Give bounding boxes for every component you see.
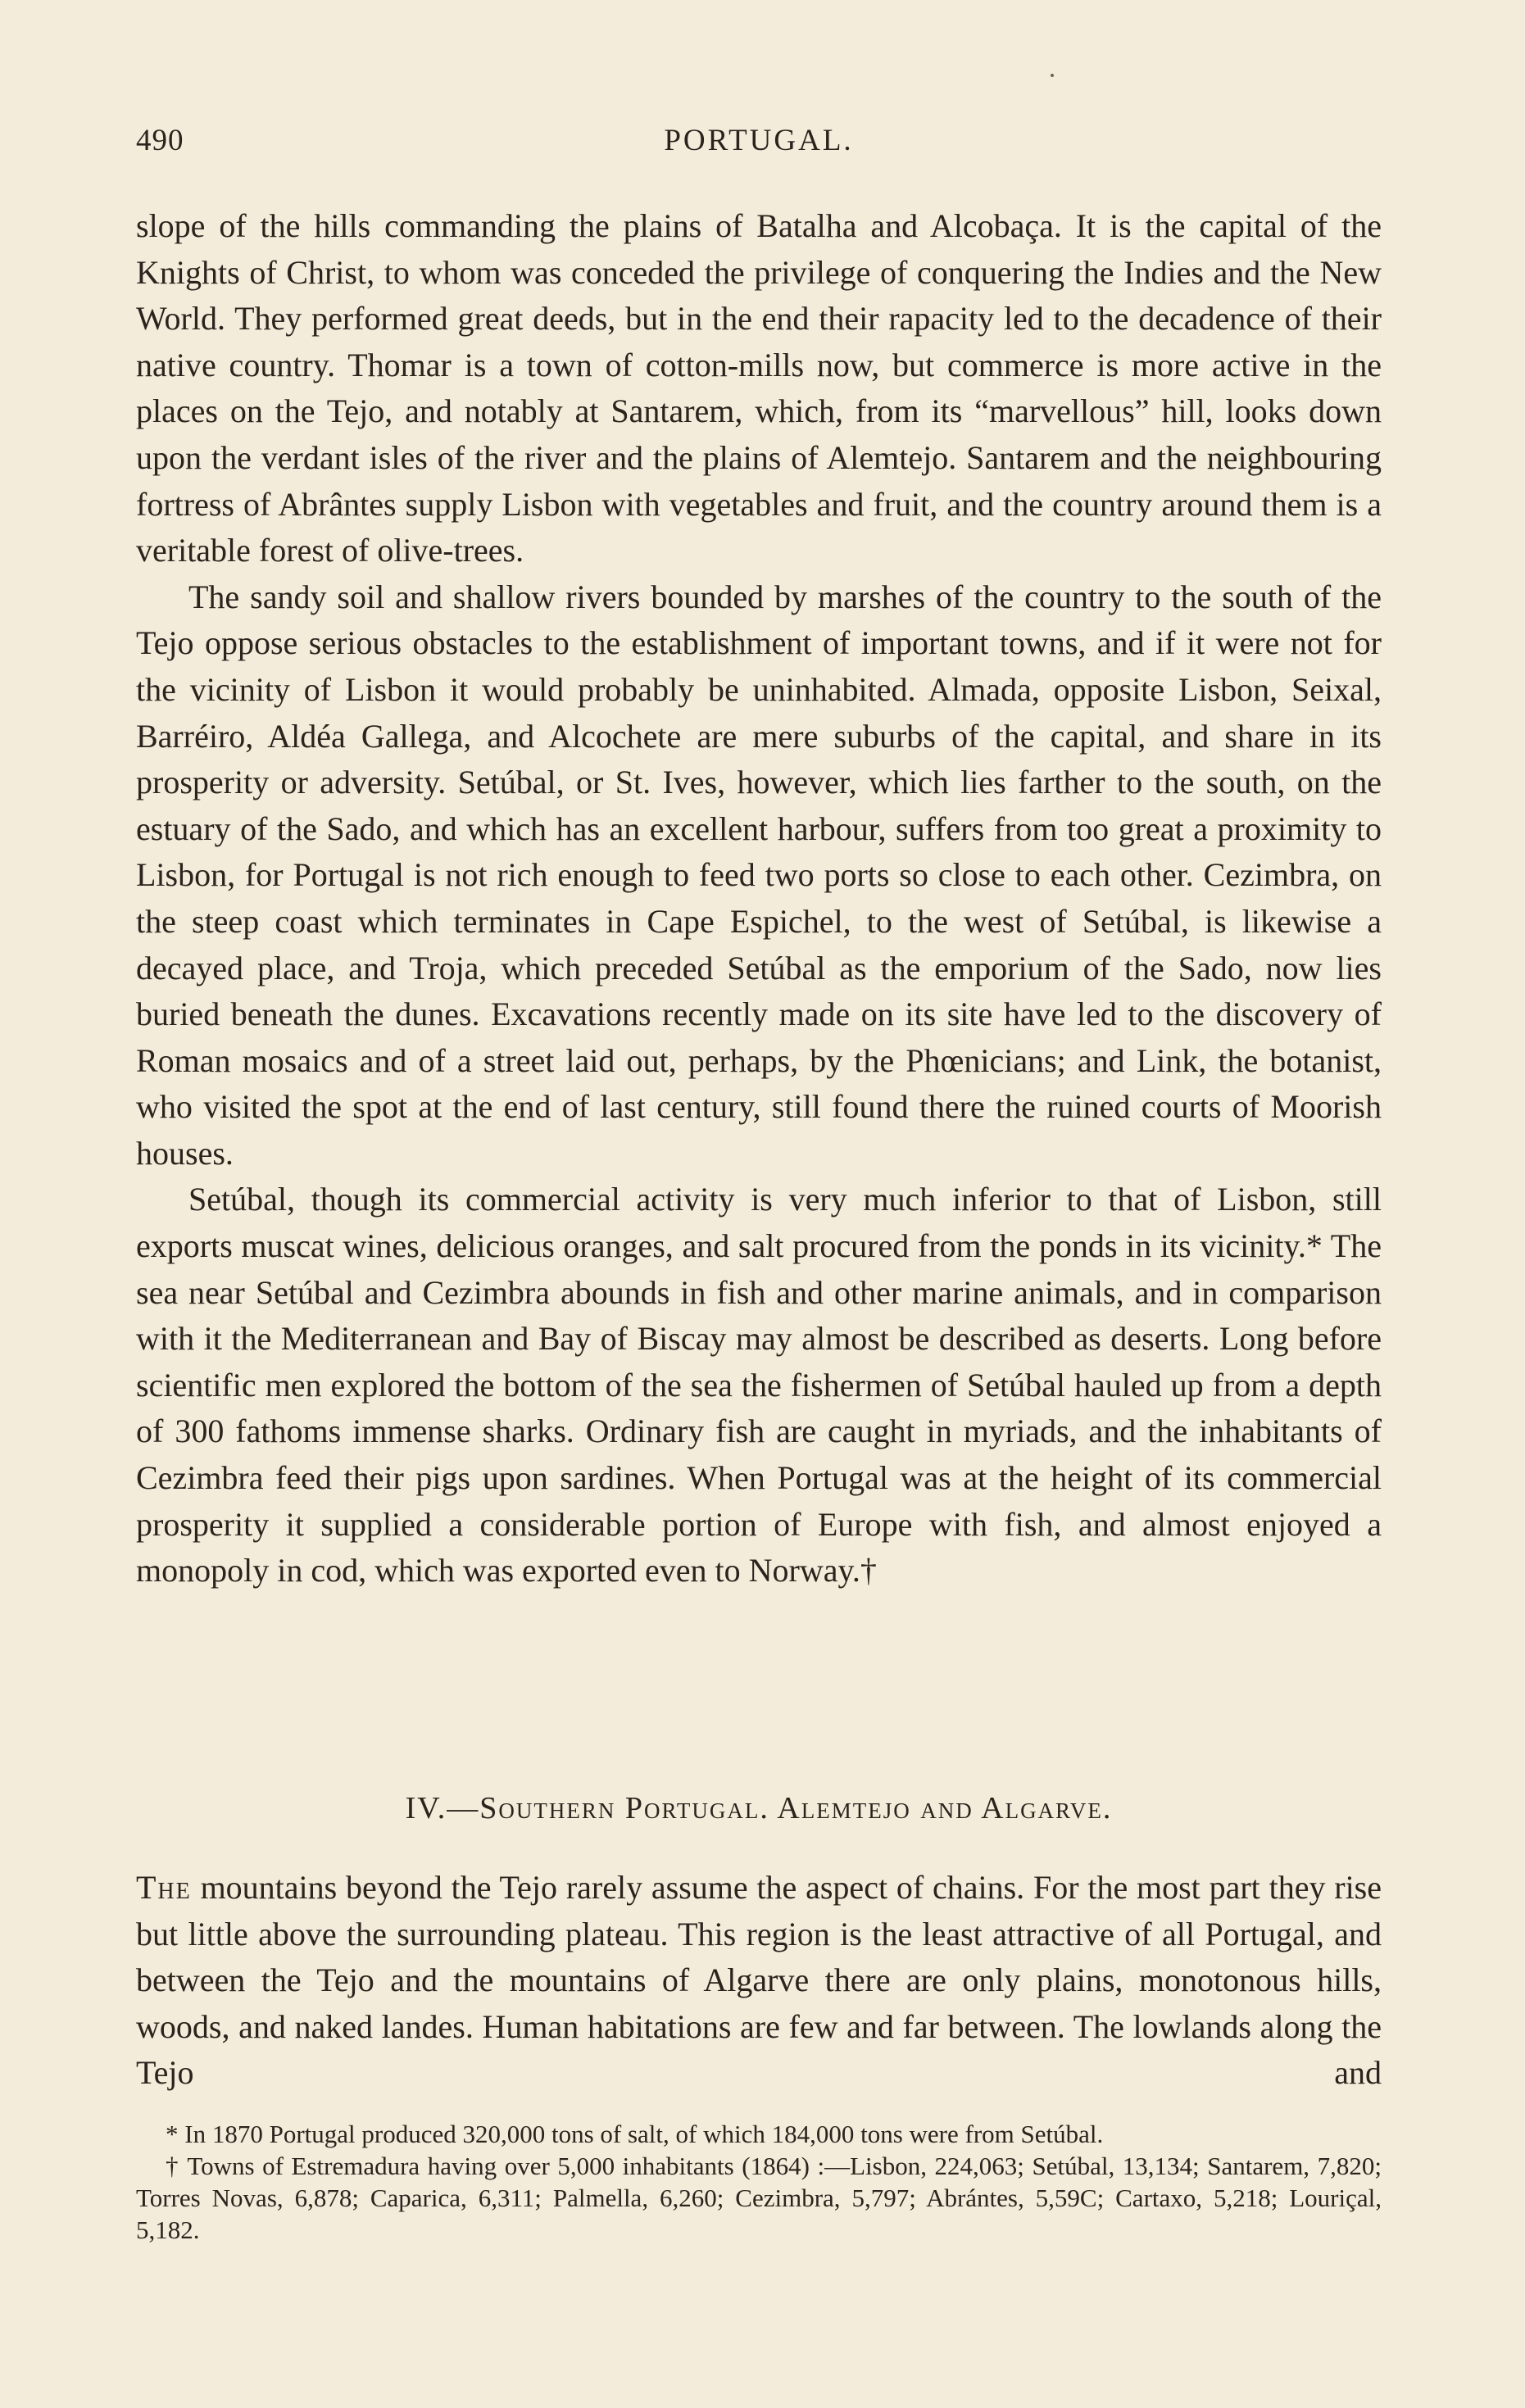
page-header: [136, 123, 1382, 164]
page-number: 490: [136, 124, 184, 157]
paragraph-text: mountains beyond the Tejo rarely assume the aspect of chains. For the most part they rise but little above the surrounding plateau. This region is the least attractive of all Portugal, and between the Tejo and the mountains of Algarve there are only plains, monotonous hills, woods, and naked landes. Human habitations are few and far between. The lowlands along the Tejo and: [136, 1869, 1382, 2092]
section-heading: IV.—Southern Portugal. Alemtejo and Algarve.: [405, 1791, 1113, 1825]
running-title: PORTUGAL.: [664, 124, 854, 157]
paragraph: slope of the hills commanding the plains of Batalha and Alcobaça. It is the capital of the Knights of Christ, to whom was conceded the privilege of conquering the Indies and the New World. They performed great deeds, but in the end their rapacity led to the decadence of their native country. Thomar is a town of cotton-mills now, but commerce is more active in the places on the Tejo, and notably at Santarem, which, from its “marvellous” hill, looks down upon the verdant isles of the river and the plains of Alemtejo. Santarem and the neighbouring fortress of Abrântes supply Lisbon with vegetables and fruit, and the country around them is a veritable forest of olive-trees.: [136, 207, 1382, 569]
footnote: * In 1870 Portugal produced 320,000 tons of salt, of which 184,000 tons were from Setúbal.: [166, 2120, 1104, 2148]
footnotes: [136, 2118, 1382, 2246]
section-text: [136, 1865, 1382, 2097]
ink-speck: [1051, 74, 1054, 77]
lead-word: The: [136, 1869, 192, 1906]
paragraph: Setúbal, though its commercial activity is very much inferior to that of Lisbon, still exports muscat wines, delicious oranges, and salt procured from the ponds in its vicinity.* The sea near Setúbal and Cezimbra abounds in fish and other marine animals, and in comparison with it the Mediterranean and Bay of Biscay may almost be described as deserts. Long before scientific men explored the bottom of the sea the fishermen of Setúbal hauled up from a depth of 300 fathoms immense sharks. Ordinary fish are caught in myriads, and the inhabitants of Cezimbra feed their pigs upon sardines. When Portugal was at the height of its commercial prosperity it supplied a considerable portion of Europe with fish, and almost enjoyed a monopoly in cod, which was exported even to Norway.†: [136, 1181, 1382, 1589]
footnote: † Towns of Estremadura having over 5,000 inhabitants (1864) :—Lisbon, 224,063; Setúbal, 13,134; Santarem, 7,820; Torres Novas, 6,878; Caparica, 6,311; Palmella, 6,260; Cezimbra, 5,797; Abrántes, 5,59C; Cartaxo, 5,218; Louriçal, 5,182.: [136, 2152, 1382, 2244]
paragraph: The sandy soil and shallow rivers bounded by marshes of the country to the south of the Tejo oppose serious obstacles to the establishment of important towns, and if it were not for the vicinity of Lisbon it would probably be uninhabited. Almada, opposite Lisbon, Seixal, Barréiro, Aldéa Gallega, and Alcochete are mere suburbs of the capital, and share in its prosperity or adversity. Setúbal, or St. Ives, however, which lies farther to the south, on the estuary of the Sado, and which has an excellent harbour, suffers from too great a proximity to Lisbon, for Portugal is not rich enough to feed two ports so close to each other. Cezimbra, on the steep coast which terminates in Cape Espichel, to the west of Setúbal, is likewise a decayed place, and Troja, which preceded Setúbal as the emporium of the Sado, now lies buried beneath the dunes. Excavations recently made on its site have led to the discovery of Roman mosaics and of a street laid out, perhaps, by the Phœnicians; and Link, the botanist, who visited the spot at the end of last century, still found there the ruined courts of Moorish houses.: [136, 578, 1382, 1172]
paragraph: [136, 1865, 1382, 2097]
body-text: [136, 203, 1382, 1594]
